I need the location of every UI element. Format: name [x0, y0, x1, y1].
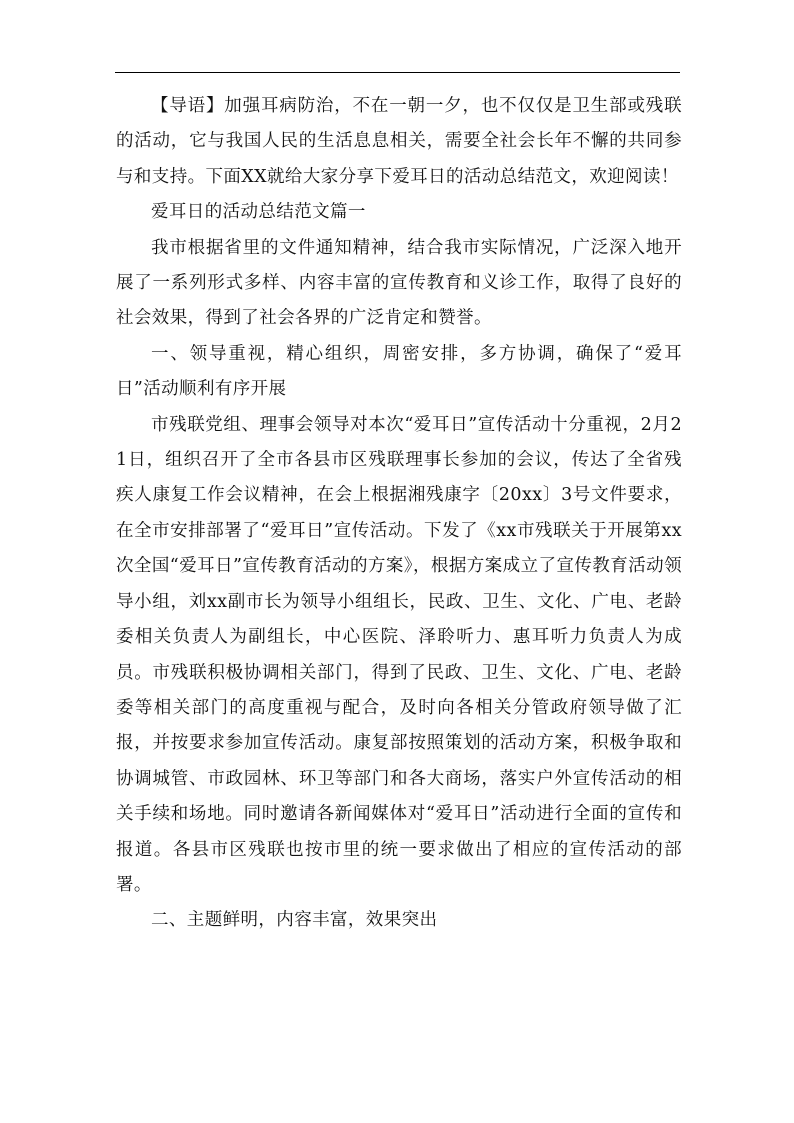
intro-paragraph: 【导语】加强耳病防治，不在一朝一夕，也不仅仅是卫生部或残联的活动，它与我国人民的生活息息相关，需要全社会长年不懈的共同参与和支持。下面XX就给大家分享下爱耳日的活动总结范文，欢迎阅读！	[116, 96, 682, 187]
subheading-two: 二、主题鲜明，内容丰富，效果突出	[151, 910, 438, 931]
body-paragraph: 我市根据省里的文件通知精神，结合我市实际情况，广泛深入地开展了一系列形式多样、内容丰富的宣传教育和义诊工作，取得了良好的社会效果，得到了社会各界的广泛肯定和赞誉。	[116, 237, 682, 329]
header-rule	[115, 72, 680, 73]
body-paragraph: 市残联党组、理事会领导对本次“爱耳日”宣传活动十分重视，2月21日，组织召开了全市各县市区残联理事长参加的会议，传达了全省残疾人康复工作会议精神，在会上根据湘残康字〔20xx〕3号文件要求，在全市安排部署了“爱耳日”宣传活动。下发了《xx市残联关于开展第xx次全国“爱耳日”宣传教育活动的方案》，根据方案成立了宣传教育活动领导小组，刘xx副市长为领导小组组长，民政、卫生、文化、广电、老龄委相关负责人为副组长，中心医院、泽聆听力、惠耳听力负责人为成员。市残联积极协调相关部门，得到了民政、卫生、文化、广电、老龄委等相关部门的高度重视与配合，及时向各相关分管政府领导做了汇报，并按要求参加宣传活动。康复部按照策划的活动方案，积极争取和协调城管、市政园林、环卫等部门和各大商场，落实户外宣传活动的相关手续和场地。同时邀请各新闻媒体对“爱耳日”活动进行全面的宣传和报道。各县市区残联也按市里的统一要求做出了相应的宣传活动的部署。	[116, 414, 682, 895]
subheading-one: 一、领导重视，精心组织，周密安排，多方协调，确保了“爱耳日”活动顺利有序开展	[116, 343, 682, 400]
document-body	[116, 89, 682, 939]
section-heading: 爱耳日的活动总结范文篇一	[151, 202, 366, 223]
